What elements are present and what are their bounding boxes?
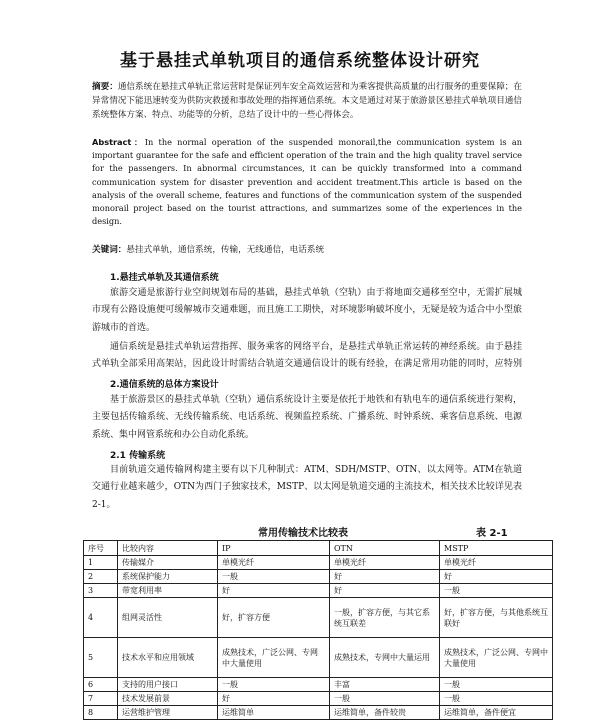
table-cell: 带宽利用率 (118, 584, 218, 598)
table-cell: 传输媒介 (118, 556, 218, 570)
table-cell: 一般 (218, 678, 330, 692)
table-cell: 单模光纤 (330, 556, 440, 570)
table-cell: 好，扩容方便，与其他系统互联好 (440, 598, 553, 638)
table-cell: 成熟技术，广泛公网、专网中大量使用 (218, 638, 330, 678)
table-cell: 好 (218, 584, 330, 598)
table-number: 表 2-1 (476, 528, 508, 539)
abstract-en-label: Abstract： (92, 137, 145, 147)
paragraph: 基于旅游景区的悬挂式单轨（空轨）通信系统设计主要是依托于地铁和有轨电车的通信系统进行架构，主要包括传输系统、无线传输系统、电话系统、视频监控系统、广播系统、时钟系统、乘客信息系统、电源系统、集中网管系统和办公自动化系统。 (92, 395, 522, 440)
comparison-table (83, 540, 553, 720)
table-cell: 丰富 (330, 678, 440, 692)
table-cell: 一般 (440, 584, 553, 598)
table-row (84, 706, 553, 720)
table-cell: 技术水平和应用领域 (118, 638, 218, 678)
table-row (84, 678, 553, 692)
table-cell: 组网灵活性 (118, 598, 218, 638)
header-cell: 序号 (84, 541, 118, 556)
table-cell: 一般，扩容方便，与其它系统互联差 (330, 598, 440, 638)
keywords-label: 关键词： (92, 245, 127, 255)
section-heading: 2.通信系统的总体方案设计 (110, 380, 219, 390)
table-header-row (84, 541, 553, 556)
keywords (92, 243, 522, 257)
paragraph: 通信系统是悬挂式单轨运营指挥、服务乘客的网络平台，是悬挂式单轨正常运转的神经系统。由于悬挂式单轨全部采用高架站，因此设计时需结合轨道交通通信设计的既有经验，在满足常用功能的同时，应特别 (92, 342, 522, 370)
table-cell: 6 (84, 678, 118, 692)
table-cell: 8 (84, 706, 118, 720)
abstract-en-text: In the normal operation of the suspended monorail,the communication system is an important guarantee for the safe and efficient operation of the train and the high quality travel service for the passengers. In abnormal circumstances, it can be quickly transformed into a command communication system for disaster prevention and accident treatment.This article is based on the analysis of the overall scheme, features and functions of the communication system of the suspended monorail project based on the tourist attractions, and summarizes some of the experiences in the design. (92, 137, 522, 227)
table-title: 常用传输技术比较表 (258, 528, 348, 539)
table-cell: 支持的用户接口 (118, 678, 218, 692)
header-cell: 比较内容 (118, 541, 218, 556)
table-cell: 好 (440, 570, 553, 584)
paragraph: 目前轨道交通传输网构建主要有以下几种制式：ATM、SDH/MSTP、OTN、以太网等。ATM在轨道交通行业越来越少，OTN为西门子独家技术，MSTP、以太网是轨道交通的主流技术，相关技术比较详见表2-1。 (92, 465, 522, 510)
abstract-chinese (92, 80, 522, 136)
table-cell: 5 (84, 638, 118, 678)
paper-title: 基于悬挂式单轨项目的通信系统整体设计研究 (120, 51, 480, 71)
table-cell: 运营维护管理 (118, 706, 218, 720)
table-cell: 运维简单，备件较贵 (330, 706, 440, 720)
table-cell: 1 (84, 556, 118, 570)
table-cell: 成熟技术，专网中大量运用 (330, 638, 440, 678)
section-heading: 1.悬挂式单轨及其通信系统 (110, 273, 219, 283)
table-row (84, 570, 553, 584)
abstract-english (92, 136, 522, 242)
table-cell: 运维简单 (218, 706, 330, 720)
table-cell: 单模光纤 (218, 556, 330, 570)
section-heading: 2.1 传输系统 (110, 451, 166, 461)
table-row (84, 584, 553, 598)
table-cell: 技术发展前景 (118, 692, 218, 706)
table-cell: 一般 (440, 678, 553, 692)
table-cell: 系统保护能力 (118, 570, 218, 584)
table-cell: 好，扩容方便 (218, 598, 330, 638)
table-cell: 一般 (440, 692, 553, 706)
table-row (84, 556, 553, 570)
table-cell: 4 (84, 598, 118, 638)
header-cell: IP (218, 541, 330, 556)
table-row (84, 598, 553, 638)
table-cell: 一般 (330, 692, 440, 706)
table-cell: 2 (84, 570, 118, 584)
table-cell: 好 (330, 570, 440, 584)
table-cell: 单模光纤 (440, 556, 553, 570)
abstract-label: 摘要： (92, 82, 118, 92)
abstract-text: 通信系统在悬挂式单轨正常运营时是保证列车安全高效运营和为乘客提供高质量的出行服务的重要保障；在异常情况下能迅速转变为供防灾救援和事故处理的指挥通信系统。本文是通过对某于旅游景区悬挂式单轨项目通信系统整体方案、特点、功能等的分析，总结了设计中的一些心得体会。 (92, 82, 522, 120)
table-row (84, 638, 553, 678)
header-cell: OTN (330, 541, 440, 556)
header-cell: MSTP (440, 541, 553, 556)
keywords-text: 悬挂式单轨，通信系统，传输，无线通信，电话系统 (126, 245, 325, 255)
table-cell: 一般 (218, 570, 330, 584)
table-cell: 7 (84, 692, 118, 706)
table-cell: 好 (218, 692, 330, 706)
table-cell: 好 (330, 584, 440, 598)
table-cell: 运维简单，备件便宜 (440, 706, 553, 720)
paragraph: 旅游交通是旅游行业空间规划布局的基础，悬挂式单轨（空轨）由于将地面交通移至空中，无需扩展城市现有公路设施便可缓解城市交通难题，而且施工工期快，对环境影响破坏度小，无疑是较为适合中小型旅游城市的首选。 (92, 288, 522, 333)
table-cell: 3 (84, 584, 118, 598)
table-cell: 成熟技术，广泛公网、专网中大量使用 (440, 638, 553, 678)
table-row (84, 692, 553, 706)
